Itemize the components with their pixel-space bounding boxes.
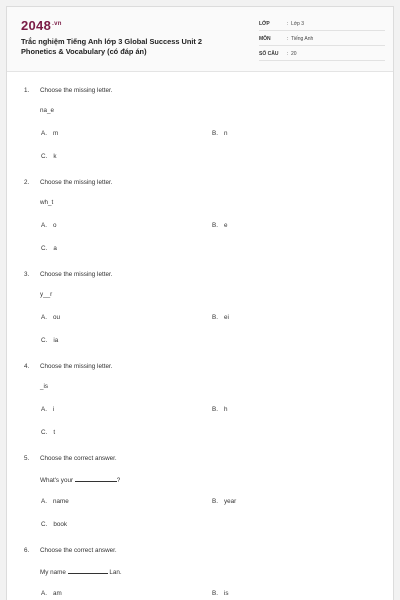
question-text: Choose the correct answer. — [40, 547, 117, 554]
info-row-class: LỚP : Lớp 3 — [259, 17, 385, 31]
info-panel — [259, 17, 385, 62]
option-c[interactable]: C. a — [41, 245, 57, 252]
answer-blank — [75, 475, 117, 482]
option-c[interactable]: C. t — [41, 429, 56, 436]
option-a[interactable]: A. am — [41, 590, 62, 597]
info-label: SỐ CÂU — [259, 50, 279, 57]
option-c[interactable]: C. book — [41, 521, 67, 528]
option-b[interactable]: B. ei — [212, 314, 229, 321]
worksheet-title: Trắc nghiệm Tiếng Anh lớp 3 Global Success Unit 2 Phonetics & Vocabulary (có đáp án) — [21, 37, 203, 56]
question-prompt: wh_t — [40, 199, 54, 206]
option-c[interactable]: C. k — [41, 153, 57, 160]
question-number: 4. — [24, 363, 30, 370]
question-prompt: What's your ? — [40, 477, 121, 484]
question-text: Choose the correct answer. — [40, 455, 117, 462]
info-value: Tiếng Anh — [291, 35, 314, 42]
question-prompt: na_e — [40, 107, 55, 114]
question-text: Choose the missing letter. — [40, 179, 113, 186]
option-a[interactable]: A. o — [41, 222, 57, 229]
option-b[interactable]: B. e — [212, 222, 228, 229]
option-a[interactable]: A. name — [41, 498, 69, 505]
question-text: Choose the missing letter. — [40, 363, 113, 370]
question-number: 1. — [24, 87, 30, 94]
question-number: 2. — [24, 179, 30, 186]
option-b[interactable]: B. is — [212, 590, 229, 597]
question-prompt: My name Lan. — [40, 569, 122, 576]
worksheet — [6, 6, 394, 600]
option-c[interactable]: C. ia — [41, 337, 59, 344]
option-a[interactable]: A. m — [41, 130, 59, 137]
question-number: 5. — [24, 455, 30, 462]
question-prompt: y__r — [40, 291, 53, 298]
option-b[interactable]: B. h — [212, 406, 228, 413]
option-a[interactable]: A. i — [41, 406, 55, 413]
question-number: 6. — [24, 547, 30, 554]
site-logo[interactable]: $2048^{.vn}$ — [21, 18, 62, 33]
info-label: MÔN — [259, 35, 271, 42]
option-b[interactable]: B. year — [212, 498, 237, 505]
question-number: 3. — [24, 271, 30, 278]
option-b[interactable]: B. n — [212, 130, 228, 137]
option-a[interactable]: A. ou — [41, 314, 60, 321]
question-text: Choose the missing letter. — [40, 87, 113, 94]
worksheet-header — [7, 7, 393, 72]
info-row-subject: MÔN : Tiếng Anh — [259, 32, 385, 46]
answer-blank — [68, 567, 108, 574]
info-value: Lớp 3 — [291, 20, 305, 27]
info-value: 20 — [291, 50, 297, 57]
question-prompt: _is — [40, 383, 49, 390]
question-text: Choose the missing letter. — [40, 271, 113, 278]
info-label: LỚP — [259, 20, 270, 27]
info-row-count: SỐ CÂU : 20 — [259, 47, 385, 61]
